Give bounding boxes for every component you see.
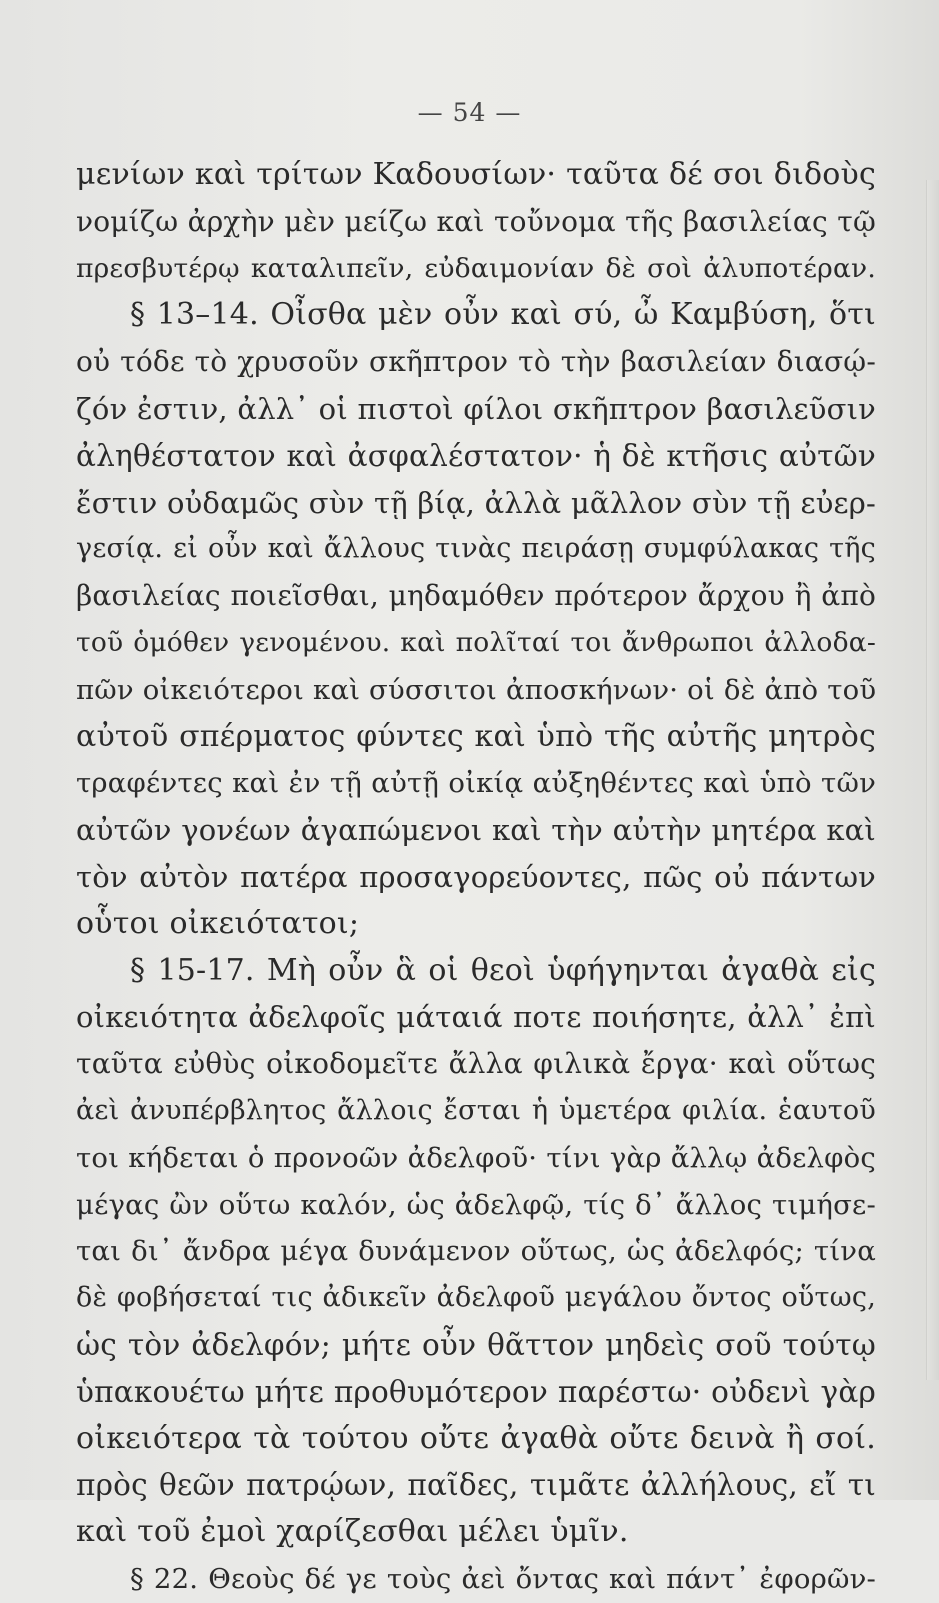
- text-line: οἰκειότητα ἀδελφοῖς μάταιά ποτε ποιήσητε, ἀλλ᾿ ἐπὶ: [76, 1000, 876, 1035]
- text-line: οἰκειότερα τὰ τούτου οὔτε ἀγαθὰ οὔτε δεινὰ ἢ σοί.: [76, 1420, 876, 1456]
- section-heading-line: § 15-17. Μὴ οὖν ἃ οἱ θεοὶ ὑφήγηνται ἀγαθὰ εἰς: [130, 952, 876, 988]
- text-line: τραφέντες καὶ ἐν τῇ αὐτῇ οἰκίᾳ αὐξηθέντες καὶ ὑπὸ τῶν: [76, 767, 876, 800]
- text-line: ἔστιν οὐδαμῶς σὺν τῇ βίᾳ, ἀλλὰ μᾶλλον σὺν τῇ εὐερ-: [76, 485, 876, 520]
- text-line: καὶ τοῦ ἐμοὶ χαρίζεσθαι μέλει ὑμῖν.: [76, 1514, 629, 1550]
- adjacent-page-edge: [926, 180, 939, 1380]
- text-line: οὐ τόδε τὸ χρυσοῦν σκῆπτρον τὸ τὴν βασιλείαν διασῴ-: [76, 345, 876, 379]
- text-line: αὐτοῦ σπέρματος φύντες καὶ ὑπὸ τῆς αὐτῆς μητρὸς: [76, 718, 876, 754]
- text-line: νομίζω ἀρχὴν μὲν μείζω καὶ τοὔνομα τῆς βασιλείας τῷ: [76, 204, 876, 238]
- body-text: [76, 152, 876, 1603]
- text-line: μέγας ὢν οὕτω καλόν, ὡς ἀδελφῷ, τίς δ᾿ ἄλλος τιμήσε-: [76, 1188, 876, 1221]
- text-line: ζόν ἐστιν, ἀλλ᾿ οἱ πιστοὶ φίλοι σκῆπτρον βασιλεῦσιν: [76, 391, 876, 426]
- text-line: ὡς τὸν ἀδελφόν; μήτε οὖν θᾶττον μηδεὶς σοῦ τούτῳ: [76, 1327, 876, 1362]
- page-number: — 54 —: [417, 98, 522, 127]
- text-line: ἀεὶ ἀνυπέρβλητος ἄλλοις ἔσται ἡ ὑμετέρα φιλία. ἑαυτοῦ: [76, 1094, 876, 1126]
- section-heading-line: § 22. Θεοὺς δέ γε τοὺς ἀεὶ ὄντας καὶ πάντ᾿ ἐφορῶν-: [130, 1562, 876, 1595]
- text-line: πῶν οἰκειότεροι καὶ σύσσιτοι ἀποσκήνων· οἱ δὲ ἀπὸ τοῦ: [76, 673, 877, 706]
- text-line: τοι κήδεται ὁ προνοῶν ἀδελφοῦ· τίνι γὰρ ἄλλῳ ἀδελφὸς: [76, 1141, 876, 1174]
- text-line: ἀληθέστατον καὶ ἀσφαλέστατον· ἡ δὲ κτῆσις αὐτῶν: [76, 438, 876, 473]
- text-line: πρεσβυτέρῳ καταλιπεῖν, εὐδαιμονίαν δὲ σοὶ ἀλυποτέραν.: [76, 252, 876, 284]
- section-heading-line: § 13–14. Οἶσθα μὲν οὖν καὶ σύ, ὦ Καμβύση, ὅτι: [130, 297, 876, 333]
- text-line: ταῦτα εὐθὺς οἰκοδομεῖτε ἄλλα φιλικὰ ἔργα· καὶ οὕτως: [76, 1047, 876, 1081]
- text-line: πρὸς θεῶν πατρῴων, παῖδες, τιμᾶτε ἀλλήλους, εἴ τι: [76, 1468, 876, 1503]
- text-line: γεσίᾳ. εἰ οὖν καὶ ἄλλους τινὰς πειράσῃ συμφύλακας τῆς: [76, 533, 876, 565]
- text-line: βασιλείας ποιεῖσθαι, μηδαμόθεν πρότερον ἄρχου ἢ ἀπὸ: [76, 579, 876, 613]
- text-line: δὲ φοβήσεταί τις ἀδικεῖν ἀδελφοῦ μεγάλου ὄντος οὕτως,: [76, 1282, 876, 1314]
- text-line: ται δι᾿ ἄνδρα μέγα δυνάμενον οὕτως, ὡς ἀδελφός; τίνα: [76, 1235, 876, 1268]
- text-line: τοῦ ὁμόθεν γενομένου. καὶ πολῖταί τοι ἄνθρωποι ἀλλοδα-: [76, 626, 876, 658]
- text-line: τὸν αὐτὸν πατέρα προσαγορεύοντες, πῶς οὐ πάντων: [76, 859, 876, 894]
- text-line: μενίων καὶ τρίτων Καδουσίων· ταῦτα δέ σοι διδοὺς: [76, 157, 876, 192]
- text-line: ὑπακουέτω μήτε προθυμότερον παρέστω· οὐδενὶ γὰρ: [76, 1374, 876, 1409]
- text-line: αὐτῶν γονέων ἀγαπώμενοι καὶ τὴν αὐτὴν μητέρα καὶ: [76, 813, 876, 848]
- text-line: οὗτοι οἰκειότατοι;: [76, 905, 360, 941]
